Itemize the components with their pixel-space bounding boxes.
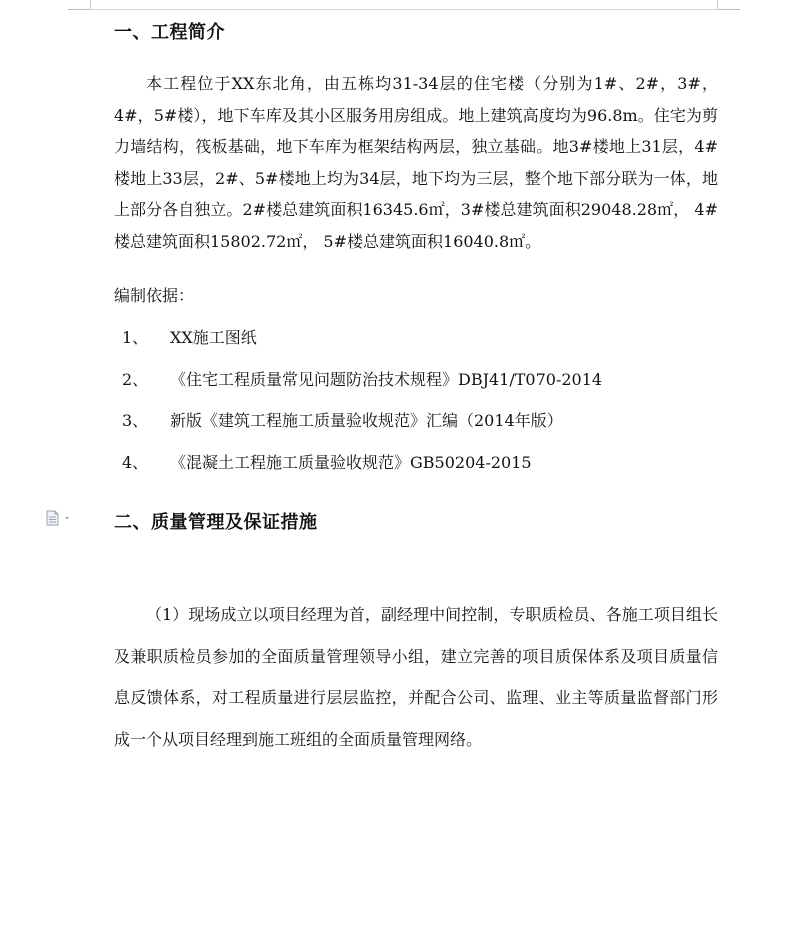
reference-item [122, 450, 532, 473]
project-overview-paragraph: 本工程位于XX东北角，由五栋均31-34层的住宅楼（分别为1#、2#，3#，4#，5#楼），地下车库及其小区服务用房组成。地上建筑高度均为96.8m。住宅为剪力墙结构，筏板基础，地下车库为框架结构两层，独立基础。地3#楼地上31层，4#楼地上33层，2#、5#楼地上均为34层，地下均为三层，整个地下部分联为一体，地上部分各自独立。2#楼总建筑面积16345.6㎡，3#楼总建筑面积29048.28㎡， 4#楼总建筑面积15802.72㎡， 5#楼总建筑面积16040.8㎡。 [114, 74, 718, 251]
page-corner-mark-right [718, 0, 740, 10]
compilation-basis-label: 编制依据： [114, 286, 195, 305]
reference-text: 《混凝土工程施工质量验收规范》GB50204-2015 [170, 453, 532, 472]
reference-number: 4、 [122, 453, 149, 472]
reference-item [122, 367, 602, 390]
reference-text: 《住宅工程质量常见问题防治技术规程》DBJ41/T070-2014 [170, 370, 603, 389]
document-icon [46, 510, 74, 526]
reference-number: 3、 [122, 411, 149, 430]
reference-number: 2、 [122, 370, 149, 389]
quality-management-paragraph: （1）现场成立以项目经理为首，副经理中间控制，专职质检员、各施工项目组长及兼职质检员参加的全面质量管理领导小组，建立完善的项目质保体系及项目质量信息反馈体系，对工程质量进行层层监控，并配合公司、监理、业主等质量监督部门形成一个从项目经理到施工班组的全面质量管理网络。 [114, 605, 718, 749]
document-dropdown-icon[interactable] [46, 510, 74, 526]
reference-text: 新版《建筑工程施工质量验收规范》汇编（2014年版） [170, 411, 563, 430]
reference-item [122, 408, 563, 431]
page-corner-mark-left [68, 0, 90, 10]
page-top-edge [90, 0, 718, 10]
reference-text: XX施工图纸 [170, 328, 257, 347]
section-heading-project-overview: 一、工程简介 [114, 22, 225, 43]
reference-item [122, 325, 257, 348]
reference-number: 1、 [122, 328, 149, 347]
section-heading-quality-management: 二、质量管理及保证措施 [114, 512, 318, 533]
